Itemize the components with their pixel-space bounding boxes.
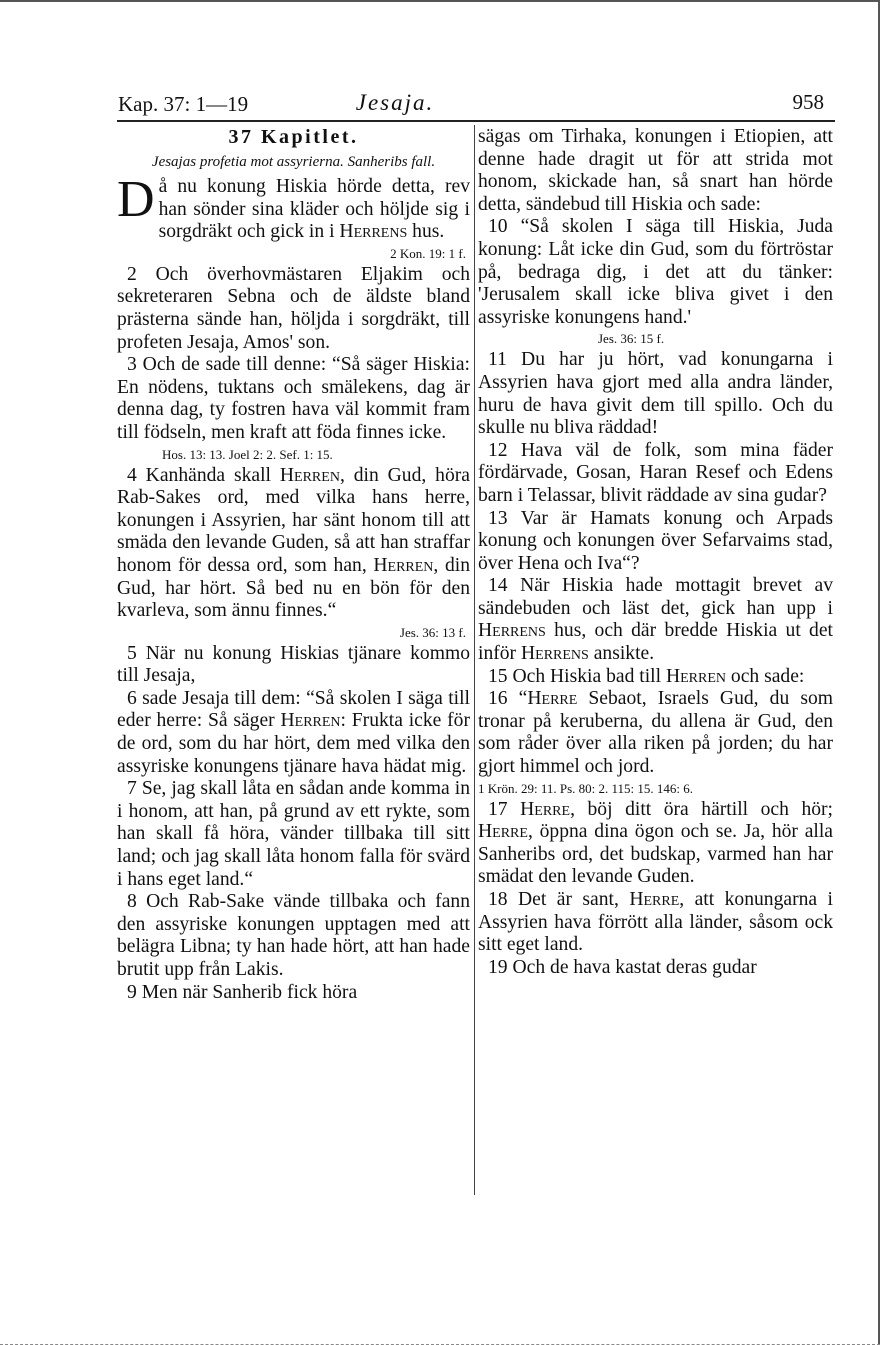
- page-number: 958: [792, 90, 824, 114]
- verse-8: 8 Och Rab-Sake vände tillbaka och fann den assyriske konungen upptagen med att belägra Libna; ty han hade hört, att han hade brutit upp från Lakis.: [117, 891, 470, 980]
- verse-6-b: : Frukta icke för de ord, som du har hört, dem med vilka den assyriske konungens tjänare hava hädat mig.: [117, 710, 470, 777]
- verse-12: 12 Hava väl de folk, som mina fäder fördärvade, Gosan, Haran Resef och Edens barn i Telassar, blivit räddade av sina gudar?: [478, 439, 833, 506]
- divine-name: Herrens: [478, 620, 546, 642]
- chapter-reference: Kap. 37: 1—19: [118, 92, 249, 116]
- verse-16-a: 16 “: [488, 688, 528, 710]
- verse-4-c: , din Gud, har hört. Så bed nu en bön för den kvarleva, som ännu finnes.“: [117, 554, 470, 622]
- verse-6: [117, 688, 470, 778]
- cross-reference: Jes. 36: 15 f.: [598, 331, 665, 347]
- page-header: [115, 86, 830, 122]
- verse-16-b: Sebaot, Israels Gud, du som tronar på keruberna, du allena är Gud, den som råder över alla riken på jorden; du har gjort himmel och jord.: [478, 688, 833, 778]
- header-rule: [117, 120, 835, 122]
- verse-15-a: 15 Och Hiskia bad till: [488, 665, 666, 687]
- verse-2: 2 Och överhovmästaren Eljakim och sekreteraren Sebna och de äldste bland prästerna sände han, höljda i sorgdräkt, till profeten Jesaja, Amos' son.: [117, 263, 470, 353]
- divine-name: Herren: [279, 464, 340, 486]
- verse-17: [478, 799, 833, 889]
- verse-18-b: , att konungarna i Assyrien hava förrött alla länder, såsom ock sitt eget land.: [478, 889, 833, 956]
- left-column: [117, 126, 470, 1004]
- divine-name: Herren: [373, 554, 434, 576]
- verse-18-a: 18 Det är sant,: [488, 889, 630, 910]
- divine-name: Herre: [478, 821, 528, 843]
- verse-1-end: hus.: [407, 221, 445, 243]
- verse-17-c: , öppna dina ögon och se. Ja, hör alla Sanheribs ord, det budskap, varmed han har smädat den levande Guden.: [478, 821, 833, 888]
- verse-9-continued: sägas om Tirhaka, konungen i Etiopien, att denne hade dragit ut för att strida mot honom, skickade han, så snart han hörde detta, sändebud till Hiskia och sade:: [478, 126, 833, 215]
- verse-17-b: , böj ditt öra härtill och hör;: [570, 798, 834, 820]
- verse-4-a: 4 Kanhända skall: [127, 464, 280, 486]
- divine-name: Herren: [665, 665, 726, 687]
- cross-reference: 2 Kon. 19: 1 f.: [390, 245, 466, 261]
- verse-14-a: 14 När Hiskia hade mottagit brevet av sändebuden och läst det, gick han upp i: [478, 575, 833, 619]
- verse-5: 5 När nu konung Hiskias tjänare kommo till Jesaja,: [117, 642, 470, 687]
- right-column: [478, 126, 833, 979]
- verse-7: 7 Se, jag skall låta en sådan ande komma in i honom, att han, på grund av ett rykte, som han skall få höra, vänder tillbaka till sitt land; och jag skall låta honom falla för svärd i hans eget land.“: [117, 778, 470, 890]
- scan-edge-top: [0, 0, 880, 2]
- verse-18: [478, 889, 833, 957]
- chapter-summary: Jesajas profetia mot assyrierna. Sanheribs fall.: [151, 154, 436, 170]
- verse-4-b: , din Gud, höra Rab-Sakes ord, med vilka hans herre, konungen i Assyrien, har sänt honom till att smäda den levande Guden, så att han straffar honom för dessa ord, som han,: [117, 464, 470, 576]
- verse-10: 10 “Så skolen I säga till Hiskia, Juda konung: Låt icke din Gud, som du förtröstar på, bedraga dig, i det att du tänker: 'Jerusalem skall icke bliva givet i den assyriske konungens hand.': [478, 216, 833, 328]
- verse-17-a: 17: [488, 798, 521, 820]
- verse-1-text: å nu konung Hiskia hörde detta, rev han sönder sina kläder och höljde sig i sorgdräkt och gick in i: [158, 176, 470, 243]
- verse-16: [478, 688, 833, 778]
- verse-3: 3 Och de sade till denne: “Så säger Hiskia: En nödens, tuktans och smälekens, dag är denna dag, ty fostren hava väl kommit fram till födseln, men kraft att föda finnes icke.: [117, 354, 470, 443]
- column-divider: [474, 125, 475, 1195]
- verse-11: 11 Du har ju hört, vad konungarna i Assyrien hava gjort med alla andra länder, huru de hava givit dem till spillo. Och du skulle nu bliva räddad!: [478, 349, 833, 439]
- divine-name: Herre: [527, 688, 578, 710]
- verse-13: 13 Var är Hamats konung och Arpads konung och konungen över Sefarvaims stad, över Hena och Iva“?: [478, 507, 833, 574]
- verse-6-a: 6 sade Jesaja till dem: “Så skolen I säga till eder herre: Så säger: [117, 687, 470, 732]
- book-title: Jesaja.: [355, 90, 435, 115]
- verse-15: [478, 666, 833, 689]
- verse-9: 9 Men när Sanherib fick höra: [127, 981, 358, 1003]
- divine-name: Herrens: [521, 643, 589, 665]
- verse-1: [117, 171, 470, 244]
- cross-reference: 1 Krön. 29: 11. Ps. 80: 2. 115: 15. 146: 6.: [478, 780, 693, 796]
- verse-14-c: ansikte.: [588, 643, 655, 665]
- divine-name: Herre: [520, 798, 571, 820]
- divine-name: Herre: [629, 889, 680, 910]
- cross-reference: Jes. 36: 13 f.: [399, 624, 466, 640]
- verse-15-b: och sade:: [726, 665, 805, 687]
- divine-name: Herren: [280, 710, 341, 732]
- chapter-title: 37 Kapitlet.: [228, 126, 359, 148]
- verse-4: [117, 465, 470, 623]
- verse-14-b: hus, och där bredde Hiskia ut det inför: [478, 620, 833, 665]
- drop-cap: D: [117, 171, 155, 228]
- verse-19: 19 Och de hava kastat deras gudar: [488, 956, 757, 978]
- cross-reference: Hos. 13: 13. Joel 2: 2. Sef. 1: 15.: [162, 446, 333, 462]
- divine-name: Herrens: [339, 221, 408, 243]
- verse-14: [478, 575, 833, 665]
